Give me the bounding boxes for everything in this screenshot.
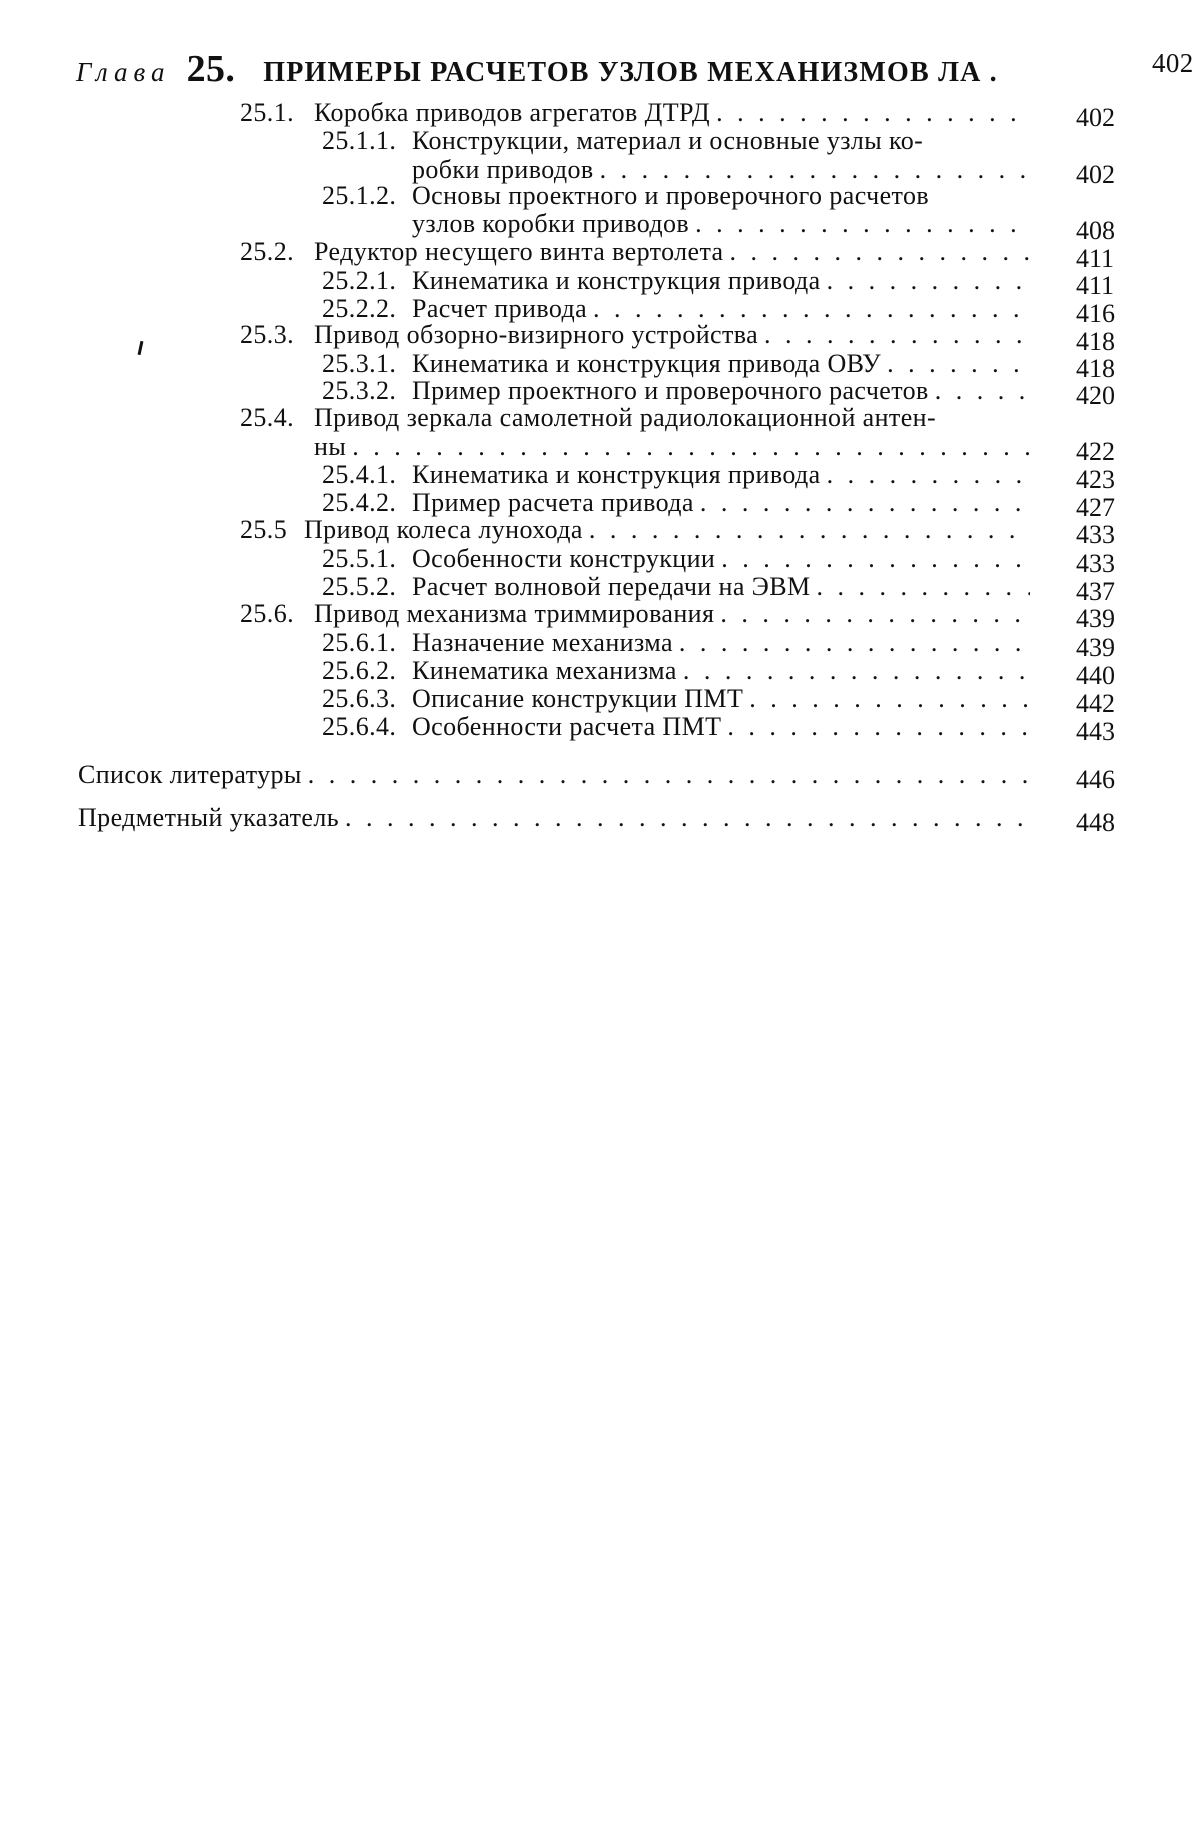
entry-number: 25.2.2. [322, 294, 397, 323]
entry-title-continuation: ны [314, 432, 347, 461]
entry-page-number: 448 [1076, 808, 1115, 837]
entry-page-number: 442 [1076, 689, 1115, 718]
toc-entry-25-2-2 [322, 296, 1036, 322]
toc-entry-25-1-2 [322, 183, 1042, 209]
dot-leader [935, 378, 1030, 404]
entry-number: 25.6.2. [322, 656, 397, 685]
entry-title: Назначение механизма [412, 628, 673, 657]
entry-title-continuation: узлов коробки приводов [412, 209, 690, 238]
entry-title: Коробка приводов агрегатов ДТРД [314, 98, 711, 127]
entry-number: 25.5.1. [322, 544, 397, 573]
dot-leader [727, 714, 1030, 740]
dot-leader [683, 658, 1030, 684]
entry-title-continuation: робки приводов [412, 155, 594, 184]
entry-number: 25.3. [240, 320, 294, 349]
entry-page-number: 411 [1076, 271, 1115, 300]
entry-number: 25.4.1. [322, 460, 397, 489]
entry-number: 25.4. [240, 403, 294, 432]
entry-title: Особенности расчета ПМТ [412, 712, 722, 741]
entry-page-number: 408 [1076, 216, 1115, 245]
toc-entry-25-5 [240, 517, 1036, 543]
chapter-heading [76, 48, 1194, 90]
entry-number: 25.2. [240, 237, 294, 266]
dot-leader [887, 351, 1030, 377]
entry-page-number: 422 [1076, 437, 1115, 466]
chapter-title: ПРИМЕРЫ РАСЧЕТОВ УЗЛОВ МЕХАНИЗМОВ ЛА [263, 57, 982, 88]
entry-number: 25.1.2. [322, 181, 397, 210]
toc-entry-25-1-1 [322, 128, 1042, 154]
chapter-number: 25. [186, 48, 236, 90]
entry-page-number: 433 [1076, 549, 1115, 578]
toc-entry-25-6-1 [322, 630, 1036, 656]
entry-title: Особенности конструкции [412, 544, 716, 573]
entry-title: Расчет привода [412, 294, 588, 323]
entry-number: 25.1.1. [322, 126, 397, 155]
toc-entry-25-2 [240, 239, 1036, 265]
dot-leader [345, 805, 1030, 831]
dot-leader [308, 762, 1030, 788]
entry-page-number: 418 [1076, 327, 1115, 356]
entry-title: Привод зеркала самолетной радиолокационной антен- [314, 403, 937, 432]
entry-title: Пример расчета привода [412, 488, 694, 517]
dot-leader [695, 211, 1030, 237]
entry-number: 25.3.1. [322, 349, 397, 378]
entry-page-number: 402 [1076, 103, 1115, 132]
entry-page-number: 423 [1076, 465, 1115, 494]
entry-title: Привод обзорно-визирного устройства [314, 320, 759, 349]
toc-entry-25-5-2 [322, 574, 1036, 600]
toc-entry-25-3-1 [322, 351, 1036, 377]
entry-title: Кинематика механизма [412, 656, 677, 685]
entry-number: 25.6.4. [322, 712, 397, 741]
entry-number: 25.5.2. [322, 572, 397, 601]
entry-page-number: 416 [1076, 299, 1115, 328]
entry-title: Предметный указатель [78, 803, 340, 832]
toc-entry-25-4-2 [322, 490, 1036, 516]
toc-entry-25-4-continuation [314, 434, 1036, 460]
entry-number: 25.2.1. [322, 266, 397, 295]
entry-title: Привод механизма триммирования [314, 599, 715, 628]
entry-number: 25.6.3. [322, 684, 397, 713]
entry-title: Редуктор несущего винта вертолета [314, 237, 724, 266]
entry-title: Пример проектного и проверочного расчетов [412, 376, 929, 405]
entry-title: Привод колеса лунохода [304, 515, 583, 544]
entry-number: 25.1. [240, 98, 294, 127]
toc-entry-25-1-1-continuation [412, 157, 1036, 183]
dot-leader [721, 546, 1030, 572]
entry-title: Список литературы [78, 760, 302, 789]
entry-page-number: 411 [1076, 244, 1115, 273]
dot-leader [827, 268, 1030, 294]
entry-page-number: 402 [1076, 160, 1115, 189]
entry-page-number: 440 [1076, 661, 1115, 690]
entry-number: 25.3.2. [322, 376, 397, 405]
dot-leader [679, 630, 1030, 656]
entry-title: Конструкции, материал и основные узлы ко- [412, 126, 924, 155]
entry-number: 25.6.1. [322, 628, 397, 657]
entry-number: 25.5 [240, 515, 288, 544]
dot-leader [764, 322, 1030, 348]
dot-leader [589, 517, 1030, 543]
toc-entry-25-6-2 [322, 658, 1036, 684]
dot-leader [352, 434, 1030, 460]
toc-entry-25-3 [240, 322, 1036, 348]
toc-entry-25-1-2-continuation [412, 211, 1036, 237]
entry-title: Кинематика и конструкция привода [412, 266, 821, 295]
dot-leader [827, 462, 1030, 488]
entry-title: Описание конструкции ПМТ [412, 684, 744, 713]
chapter-label: Глава [76, 57, 171, 87]
toc-entry-25-5-1 [322, 546, 1036, 572]
chapter-title-dot: . [989, 57, 997, 88]
entry-title: Расчет волновой передачи на ЭВМ [412, 572, 811, 601]
entry-number: 25.6. [240, 599, 294, 628]
dot-leader [716, 100, 1030, 126]
entry-page-number: 439 [1076, 633, 1115, 662]
entry-title: Основы проектного и проверочного расчетов [412, 181, 930, 210]
toc-entry-25-6-4 [322, 714, 1036, 740]
entry-page-number: 439 [1076, 604, 1115, 633]
dot-leader [700, 490, 1030, 516]
chapter-page-number: 402 [1152, 48, 1194, 78]
toc-entry-25-4 [240, 405, 1050, 431]
toc-entry-25-6-3 [322, 686, 1036, 712]
toc-entry-25-1 [240, 100, 1036, 126]
dot-leader [593, 296, 1030, 322]
dot-leader [720, 601, 1030, 627]
dot-leader [817, 574, 1030, 600]
entry-page-number: 446 [1076, 765, 1115, 794]
entry-page-number: 420 [1076, 381, 1115, 410]
toc-entry-25-2-1 [322, 268, 1036, 294]
entry-page-number: 437 [1076, 577, 1115, 606]
toc-entry-25-4-1 [322, 462, 1036, 488]
entry-page-number: 443 [1076, 717, 1115, 746]
entry-title: Кинематика и конструкция привода ОВУ [412, 349, 882, 378]
toc-entry-bibliography [78, 762, 1036, 788]
entry-number: 25.4.2. [322, 488, 397, 517]
entry-page-number: 418 [1076, 354, 1115, 383]
toc-entry-25-3-2 [322, 378, 1036, 404]
entry-page-number: 433 [1076, 520, 1115, 549]
dot-leader [600, 157, 1030, 183]
entry-page-number: 427 [1076, 493, 1115, 522]
toc-entry-25-6 [240, 601, 1036, 627]
dot-leader [749, 686, 1030, 712]
margin-mark [138, 341, 144, 355]
toc-entry-subject-index [78, 805, 1036, 831]
entry-title: Кинематика и конструкция привода [412, 460, 821, 489]
dot-leader [729, 239, 1030, 265]
